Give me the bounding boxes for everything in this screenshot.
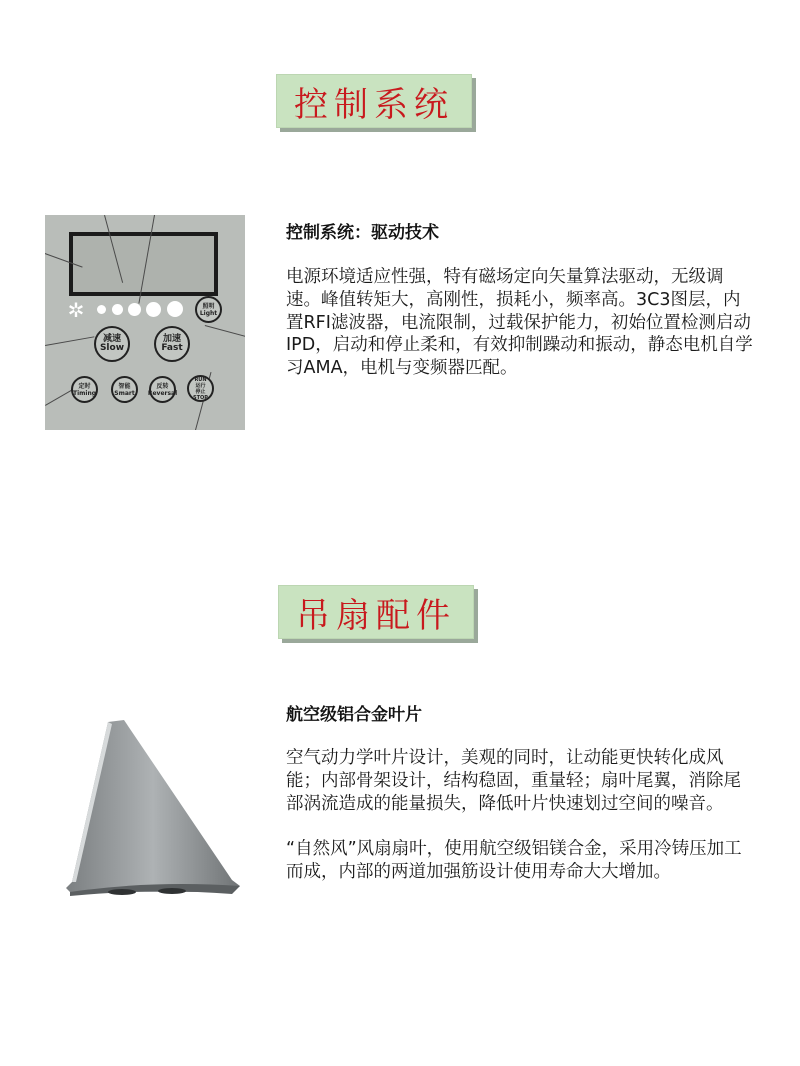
lcd-display bbox=[69, 232, 218, 296]
speed-dot-5 bbox=[167, 301, 183, 317]
section2-paragraph-2: “自然风”风扇扇叶，使用航空级铝镁合金，采用冷铸压加工而成，内部的两道加强筋设计使用寿命大大增加。 bbox=[286, 839, 742, 883]
stop-label: 停止 bbox=[195, 388, 206, 395]
light-label-en: Light bbox=[199, 309, 218, 317]
panel-crack-line bbox=[205, 325, 245, 338]
section1-subheading: 控制系统：驱动技术 bbox=[286, 223, 439, 243]
blade-rib-hole bbox=[158, 888, 186, 894]
timing-button[interactable] bbox=[71, 376, 98, 403]
slow-button[interactable] bbox=[94, 326, 130, 362]
smart-label: 智能 bbox=[118, 382, 131, 390]
section-title-fan-accessories: 吊扇配件 bbox=[278, 585, 474, 639]
smart-label-en: Smart bbox=[114, 389, 135, 397]
reversal-button[interactable] bbox=[149, 376, 176, 403]
panel-crack-line bbox=[45, 336, 94, 346]
fast-label: 加速 bbox=[162, 334, 181, 344]
section1-body-text bbox=[286, 266, 756, 380]
section1-paragraph: 电源环境适应性强，特有磁场定向矢量算法驱动，无级调速。峰值转矩大，高刚性，损耗小，频率高。3C3图层，内置RFI滤波器，电流限制，过载保护能力，初始位置检测启动IPD，启动和停止柔和，有效抑制躁动和振动，静态电机自学习AMA，电机与变频器匹配。 bbox=[286, 267, 753, 379]
section2-paragraph-1: 空气动力学叶片设计，美观的同时，让动能更快转化成风能；内部骨架设计，结构稳固，重量轻；扇叶尾翼，消除尾部涡流造成的能量损失，降低叶片快速划过空间的噪音。 bbox=[286, 748, 741, 814]
run-label-top: RUN bbox=[194, 376, 207, 383]
fast-label-en: Fast bbox=[161, 343, 183, 353]
slow-label: 减速 bbox=[102, 334, 121, 344]
slow-label-en: Slow bbox=[99, 343, 125, 353]
run-stop-button[interactable] bbox=[187, 375, 214, 402]
run-label: 运行 bbox=[195, 382, 206, 389]
section2-subheading: 航空级铝合金叶片 bbox=[286, 705, 422, 725]
light-button[interactable] bbox=[195, 296, 222, 323]
aluminum-blade-image bbox=[62, 712, 252, 897]
light-label: 照明 bbox=[202, 302, 215, 310]
timing-label-en: Timing bbox=[72, 389, 97, 397]
timing-label: 定时 bbox=[78, 382, 91, 390]
speed-dot-2 bbox=[112, 304, 123, 315]
smart-button[interactable] bbox=[111, 376, 138, 403]
reversal-label-en: Reversal bbox=[147, 389, 178, 397]
control-panel-image bbox=[45, 215, 245, 430]
stop-label-en: STOP bbox=[193, 394, 208, 401]
speed-dot-4 bbox=[146, 302, 161, 317]
blade-rib-hole bbox=[108, 889, 136, 895]
section2-body-text bbox=[286, 747, 746, 884]
reversal-label: 反转 bbox=[156, 382, 169, 390]
speed-dot-3 bbox=[128, 303, 141, 316]
speed-dot-1 bbox=[97, 305, 106, 314]
fast-button[interactable] bbox=[154, 326, 190, 362]
fan-icon: ✲ bbox=[67, 298, 85, 322]
section-title-control-system: 控制系统 bbox=[276, 74, 472, 128]
